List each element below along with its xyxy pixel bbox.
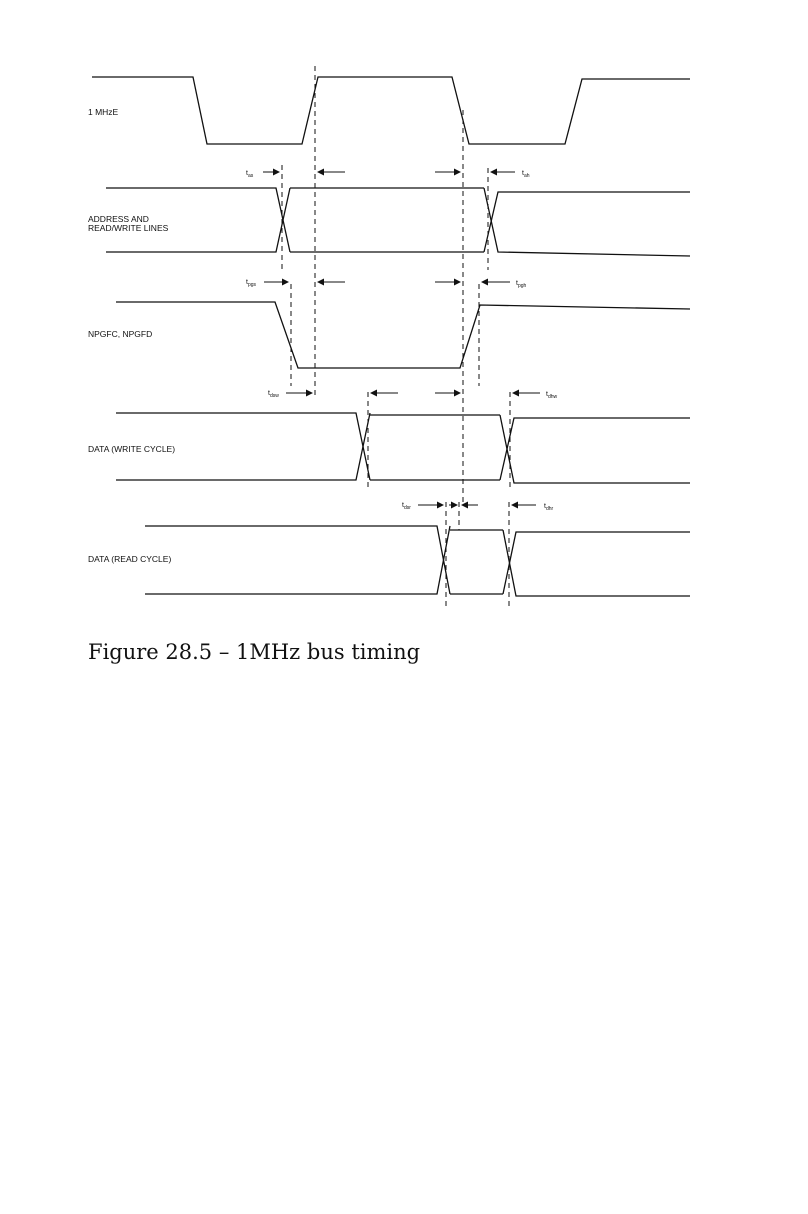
npgfc-label: NPGFC, NPGFD — [88, 329, 153, 339]
t-ah-label: $t_{ah}$ — [522, 170, 530, 179]
data-write-waveform — [116, 413, 690, 483]
t-dsr-label: $t_{dsr}$ — [402, 502, 411, 511]
reference-lines — [282, 66, 510, 610]
address-waveform — [106, 188, 690, 256]
npgfc-waveform — [116, 302, 690, 368]
data-read-waveform — [145, 526, 690, 596]
address-label-line1: ADDRESS AND — [88, 214, 149, 224]
figure-caption: Figure 28.5 – 1MHz bus timing — [88, 640, 421, 664]
clock-waveform — [92, 77, 690, 144]
clock-label: 1 MHzE — [88, 107, 119, 117]
data-read-label: DATA (READ CYCLE) — [88, 554, 172, 564]
t-pgh-label: $t_{pgh}$ — [516, 280, 527, 289]
timing-arrows — [263, 172, 540, 505]
t-pgs-label: $t_{pgs}$ — [246, 279, 257, 288]
data-write-label: DATA (WRITE CYCLE) — [88, 444, 176, 454]
t-dsw-label: $t_{dsw}$ — [268, 390, 279, 399]
address-label-line2: READ/WRITE LINES — [88, 223, 169, 233]
t-as-label: $t_{as}$ — [246, 170, 254, 179]
t-dhw-label: $t_{dhw}$ — [546, 391, 558, 400]
t-dhr-label: $t_{dhr}$ — [544, 503, 554, 512]
